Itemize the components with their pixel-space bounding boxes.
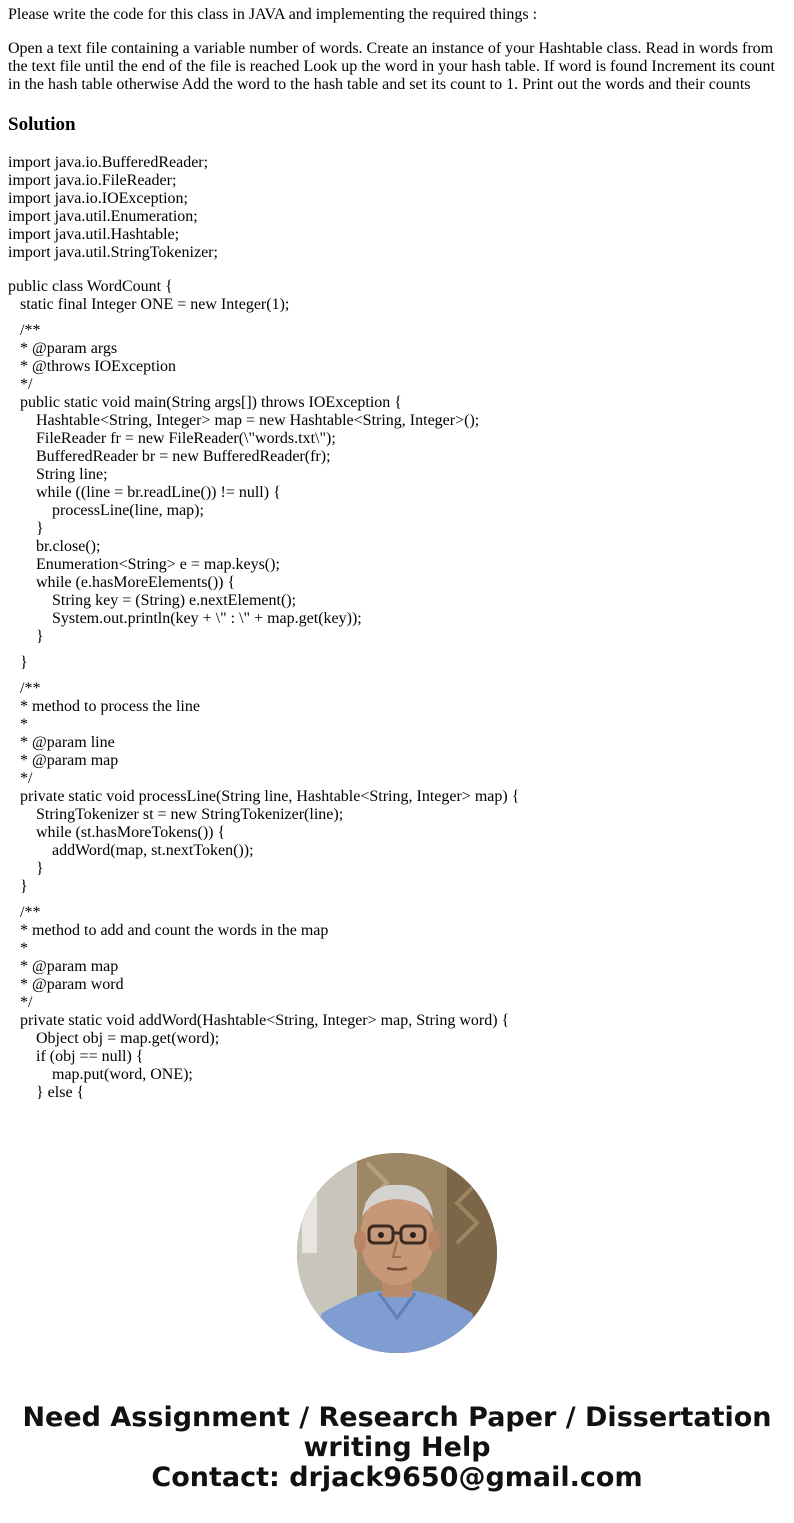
code-line: */ bbox=[8, 376, 33, 393]
code-line: import java.io.BufferedReader; bbox=[8, 154, 209, 171]
code-line: * @param map bbox=[8, 752, 119, 769]
code-line: Object obj = map.get(word); bbox=[8, 1030, 220, 1047]
code-line: br.close(); bbox=[8, 538, 101, 555]
code-line: while (st.hasMoreTokens()) { bbox=[8, 824, 226, 841]
question-body: Open a text file containing a variable number of words. Create an instance of your Hashtable class. Read in words from the text file until the end of the file is reached Look up the word in your hash table. If word is found Increment its count in the hash table otherwise Add the word to the hash table and set its count to 1. Print out the words and their counts bbox=[8, 40, 775, 93]
code-line: map.put(word, ONE); bbox=[8, 1066, 193, 1083]
code-line: private static void processLine(String line, Hashtable<String, Integer> map) { bbox=[8, 788, 520, 805]
code-line: System.out.println(key + \" : \" + map.get(key)); bbox=[8, 610, 362, 627]
question-intro: Please write the code for this class in JAVA and implementing the required things : bbox=[8, 6, 538, 23]
code-line: } else { bbox=[8, 1084, 85, 1101]
code-line: } bbox=[8, 654, 28, 671]
code-line bbox=[8, 896, 786, 904]
code-line: * bbox=[8, 940, 28, 957]
code-line: } bbox=[8, 878, 28, 895]
code-line: static final Integer ONE = new Integer(1); bbox=[8, 296, 290, 313]
code-line: * @param line bbox=[8, 734, 115, 751]
code-line bbox=[8, 646, 786, 654]
code-line: import java.util.Hashtable; bbox=[8, 226, 180, 243]
code-line: String key = (String) e.nextElement(); bbox=[8, 592, 297, 609]
promo-contact: Contact: drjack9650@gmail.com bbox=[151, 1462, 643, 1493]
code-line: } bbox=[8, 860, 44, 877]
author-avatar bbox=[297, 1153, 497, 1353]
code-line: * @throws IOException bbox=[8, 358, 177, 375]
code-line: private static void addWord(Hashtable<String, Integer> map, String word) { bbox=[8, 1012, 510, 1029]
solution-heading: Solution bbox=[8, 114, 76, 135]
code-line: import java.util.StringTokenizer; bbox=[8, 244, 218, 261]
code-line: public static void main(String args[]) throws IOException { bbox=[8, 394, 402, 411]
document-content bbox=[8, 0, 786, 1122]
code-line bbox=[8, 314, 786, 322]
code-line: import java.io.IOException; bbox=[8, 190, 188, 207]
code-line: if (obj == null) { bbox=[8, 1048, 144, 1065]
code-line: StringTokenizer st = new StringTokenizer(line); bbox=[8, 806, 344, 823]
code-line bbox=[8, 672, 786, 680]
code-line: * method to process the line bbox=[8, 698, 200, 715]
code-line: import java.io.FileReader; bbox=[8, 172, 177, 189]
promo-line-2: writing Help bbox=[303, 1432, 491, 1463]
code-line: public class WordCount { bbox=[8, 278, 173, 295]
code-line: while (e.hasMoreElements()) { bbox=[8, 574, 236, 591]
code-line: FileReader fr = new FileReader(\"words.txt\"); bbox=[8, 430, 336, 447]
imports-block bbox=[8, 154, 786, 262]
code-line: String line; bbox=[8, 466, 108, 483]
code-line: processLine(line, map); bbox=[8, 502, 204, 519]
code-line: * bbox=[8, 716, 28, 733]
code-line: BufferedReader br = new BufferedReader(fr); bbox=[8, 448, 331, 465]
code-line: Enumeration<String> e = map.keys(); bbox=[8, 556, 280, 573]
code-line: } bbox=[8, 520, 44, 537]
code-line: * method to add and count the words in the map bbox=[8, 922, 329, 939]
code-line: Hashtable<String, Integer> map = new Hashtable<String, Integer>(); bbox=[8, 412, 480, 429]
code-line: /** bbox=[8, 904, 41, 921]
code-line: addWord(map, st.nextToken()); bbox=[8, 842, 254, 859]
promo-line-1: Need Assignment / Research Paper / Dissertation bbox=[22, 1402, 772, 1433]
code-line: } bbox=[8, 628, 44, 645]
code-listing bbox=[8, 278, 786, 1102]
code-line: */ bbox=[8, 994, 33, 1011]
code-line: * @param map bbox=[8, 958, 119, 975]
code-line: * @param args bbox=[8, 340, 118, 357]
code-line: while ((line = br.readLine()) != null) { bbox=[8, 484, 281, 501]
code-line: /** bbox=[8, 322, 41, 339]
code-line: /** bbox=[8, 680, 41, 697]
promo-footer bbox=[0, 1403, 794, 1493]
code-line: * @param word bbox=[8, 976, 124, 993]
code-line: import java.util.Enumeration; bbox=[8, 208, 198, 225]
code-line: */ bbox=[8, 770, 33, 787]
